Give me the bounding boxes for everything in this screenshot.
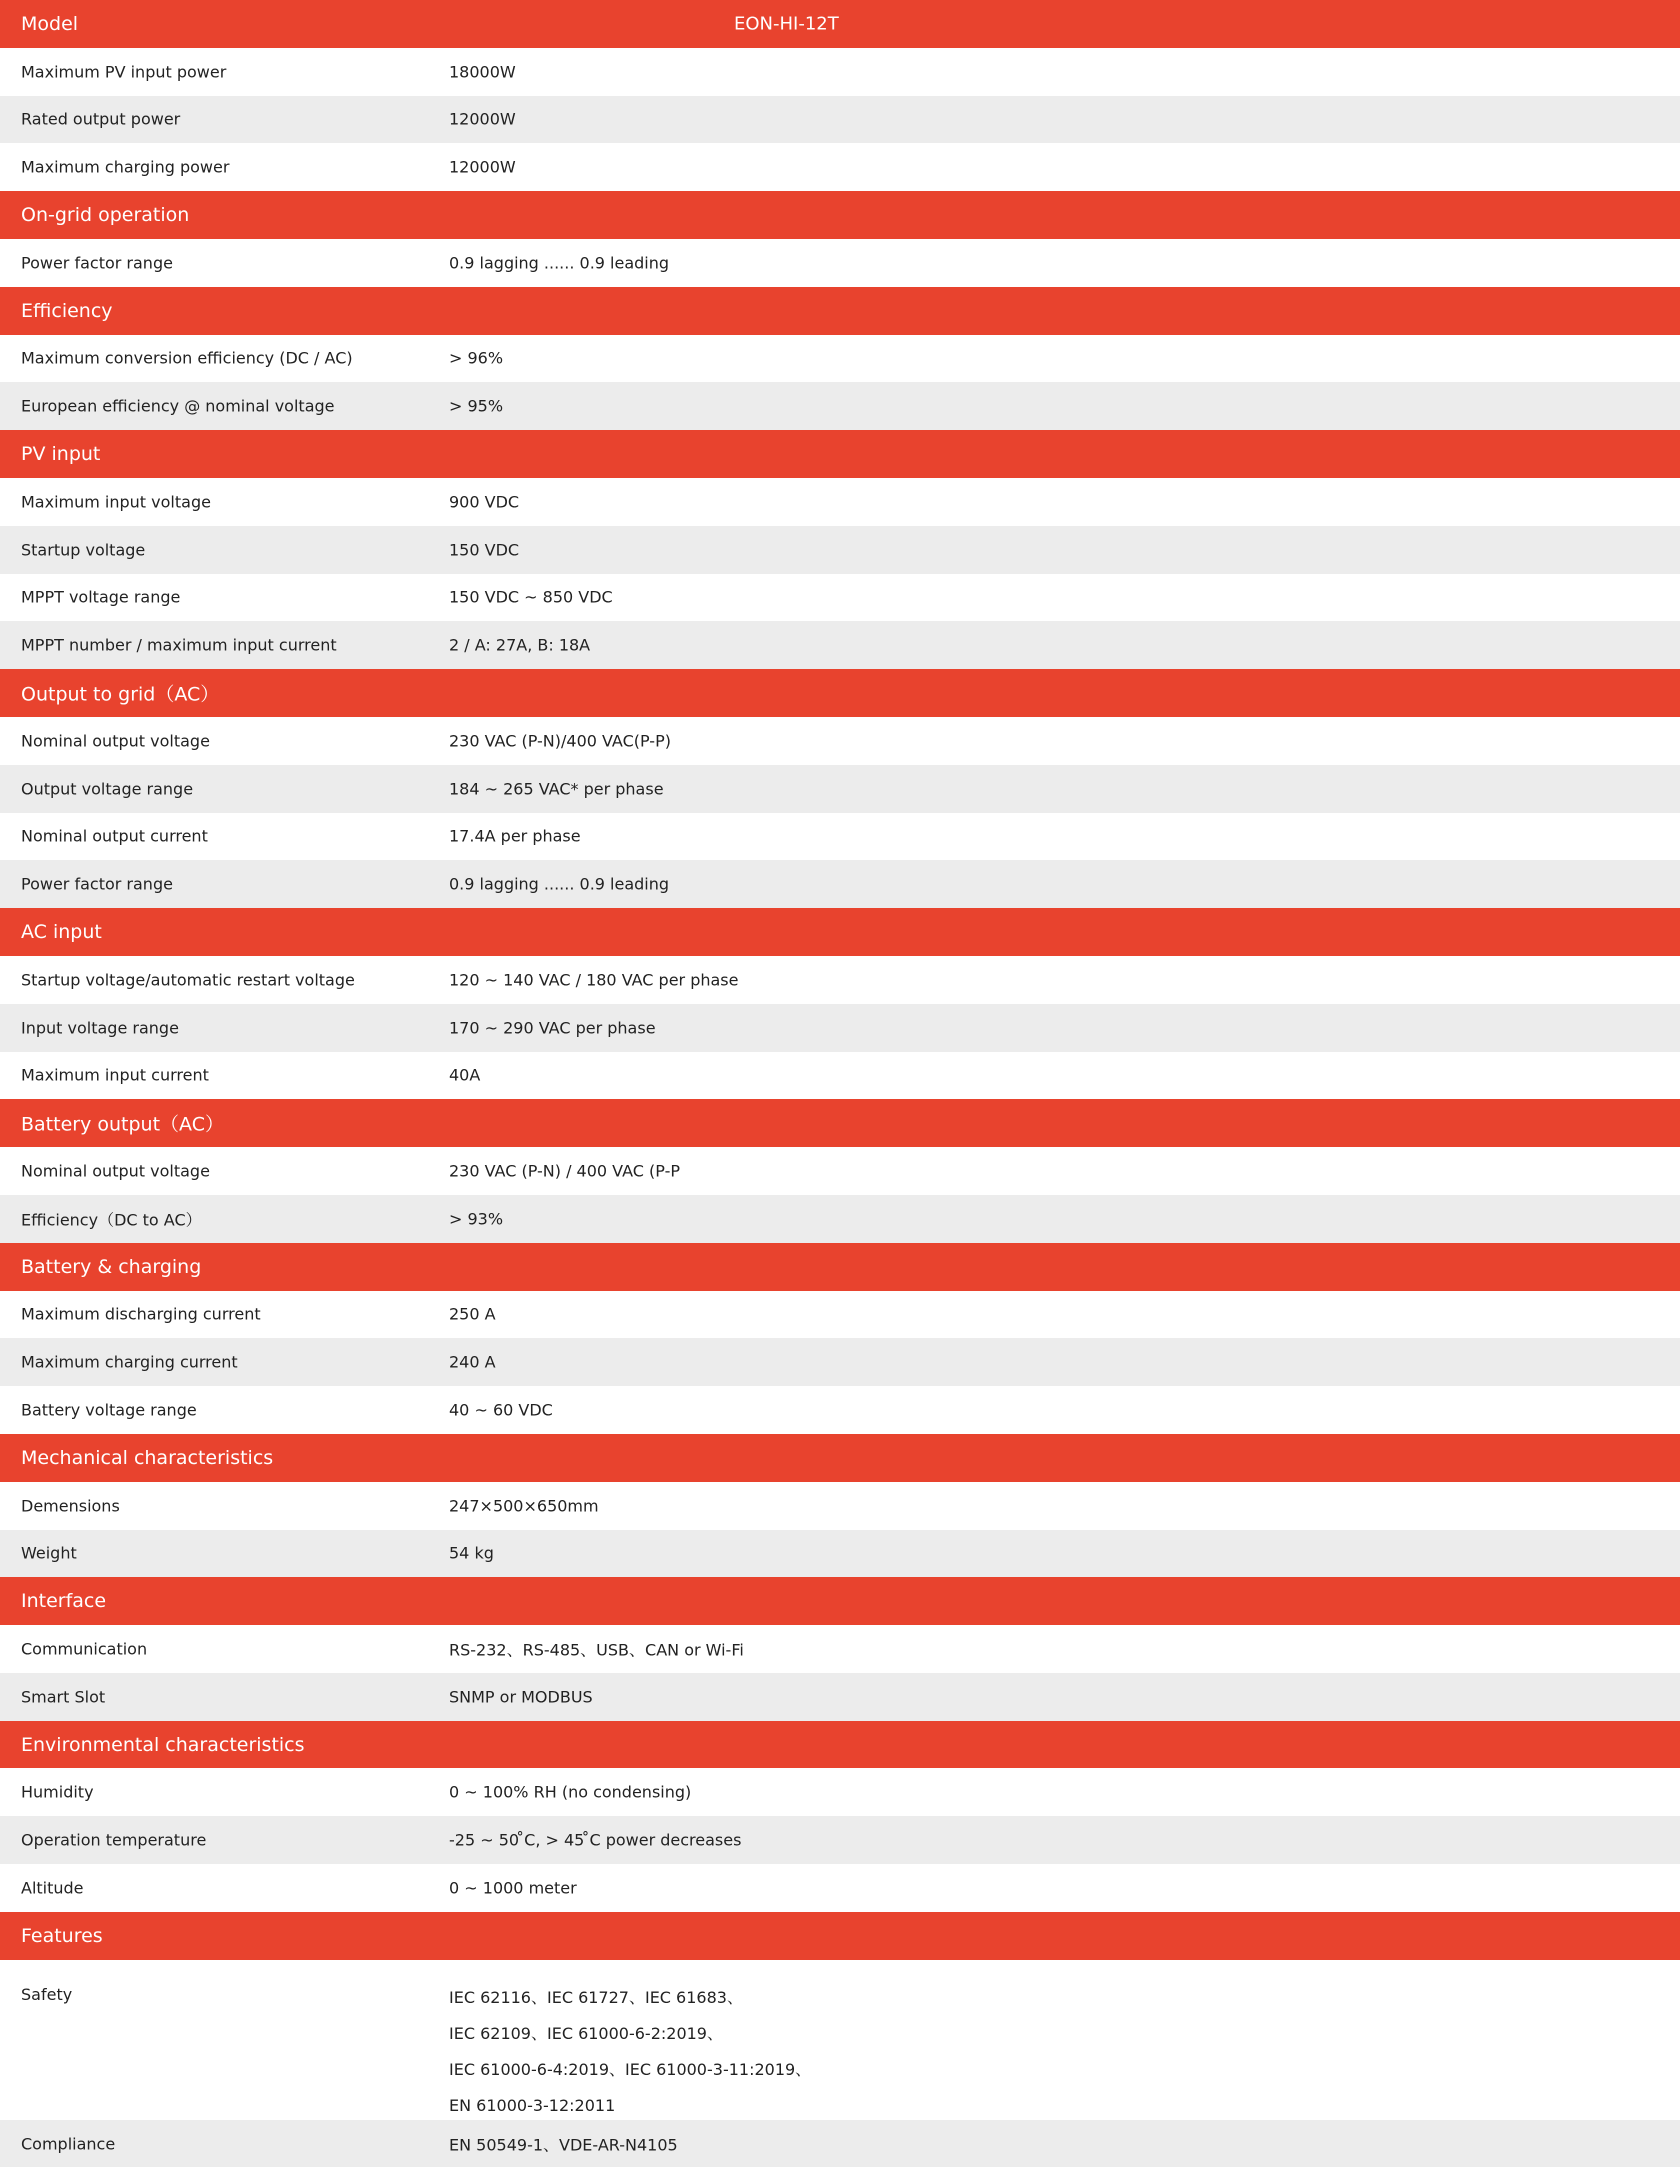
spec-row [0,1482,1680,1530]
spec-label: Power factor range [21,874,173,894]
spec-row [0,621,1680,669]
section-title: Model [21,12,79,35]
section-title: Efficiency [21,299,113,322]
spec-row [0,143,1680,191]
section-title: Features [21,1924,103,1947]
spec-label: Nominal output voltage [21,731,210,751]
spec-label: Demensions [21,1496,120,1516]
spec-value: 120 ~ 140 VAC / 180 VAC per phase [449,970,739,990]
spec-value: -25 ~ 50 ̊C, > 45 ̊C power decreases [449,1830,742,1850]
spec-value: SNMP or MODBUS [449,1687,593,1707]
spec-row [0,1768,1680,1816]
spec-row [0,717,1680,765]
spec-row [0,765,1680,813]
section-title: Output to grid（AC） [21,683,220,706]
spec-value: 18000W [449,62,516,82]
spec-value: 40 ~ 60 VDC [449,1400,553,1420]
spec-row [0,1530,1680,1578]
spec-row [0,382,1680,430]
spec-row [0,2120,1680,2168]
section-header-efficiency [0,287,1680,335]
spec-row [0,956,1680,1004]
section-title: On-grid operation [21,204,190,227]
section-title: Battery & charging [21,1255,202,1278]
spec-value: 0 ~ 1000 meter [449,1878,577,1898]
spec-label: Power factor range [21,253,173,273]
spec-value: 0.9 lagging ...... 0.9 leading [449,253,670,273]
spec-label: Smart Slot [21,1687,106,1707]
spec-label: Maximum discharging current [21,1304,261,1324]
spec-label: Startup voltage [21,540,146,560]
spec-label: MPPT voltage range [21,587,181,607]
spec-row [0,574,1680,622]
spec-row [0,1338,1680,1386]
spec-row [0,1625,1680,1673]
spec-value: 150 VDC [449,540,520,560]
spec-value: 240 A [449,1352,496,1372]
spec-value: 184 ~ 265 VAC* per phase [449,779,664,799]
spec-label: Compliance [21,2134,116,2154]
section-header-mechanical-characteristics [0,1434,1680,1482]
spec-value: > 96% [449,348,504,368]
spec-row [0,526,1680,574]
spec-value [449,1980,811,2120]
spec-label: Maximum charging current [21,1352,238,1372]
spec-row [0,1673,1680,1721]
spec-value: 2 / A: 27A, B: 18A [449,635,591,655]
spec-value-line: IEC 62116、IEC 61727、IEC 61683、 [449,1987,743,2007]
spec-value: 40A [449,1065,481,1085]
spec-label: Maximum PV input power [21,62,227,82]
spec-row [0,96,1680,144]
spec-label: MPPT number / maximum input current [21,635,337,655]
section-header-output-to-grid-ac [0,669,1680,717]
spec-value: 0 ~ 100% RH (no condensing) [449,1782,692,1802]
spec-row [0,1004,1680,1052]
spec-row [0,1195,1680,1243]
spec-value: 230 VAC (P-N) / 400 VAC (P-P [449,1161,680,1181]
section-header-features [0,1912,1680,1960]
spec-label: Startup voltage/automatic restart voltage [21,970,355,990]
spec-label: Efficiency（DC to AC） [21,1210,202,1230]
spec-value-line: IEC 62109、IEC 61000-6-2:2019、 [449,2023,723,2043]
spec-row [0,1864,1680,1912]
spec-value: EN 50549-1、VDE-AR-N4105 [449,2135,678,2155]
spec-row [0,1386,1680,1434]
spec-value: 17.4A per phase [449,826,581,846]
spec-label: Rated output power [21,109,181,129]
spec-label: Humidity [21,1782,94,1802]
spec-label: Maximum conversion efficiency (DC / AC) [21,348,353,368]
spec-label: Battery voltage range [21,1400,197,1420]
spec-label: Operation temperature [21,1830,207,1850]
section-value: EON-HI-12T [734,13,839,35]
section-title: Environmental characteristics [21,1733,305,1756]
spec-value: 170 ~ 290 VAC per phase [449,1018,656,1038]
section-header-ac-input [0,908,1680,956]
spec-value: 250 A [449,1304,496,1324]
spec-label: Safety [21,1984,73,2004]
spec-label: Nominal output voltage [21,1161,210,1181]
spec-row [0,239,1680,287]
spec-value: 12000W [449,157,516,177]
spec-row [0,48,1680,96]
spec-row [0,813,1680,861]
spec-value: 900 VDC [449,492,520,512]
spec-label: Nominal output current [21,826,208,846]
spec-label: Altitude [21,1878,84,1898]
spec-label: European efficiency @ nominal voltage [21,396,335,416]
spec-row [0,1052,1680,1100]
spec-label: Maximum input current [21,1065,209,1085]
section-header-battery-charging [0,1243,1680,1291]
spec-value: > 95% [449,396,504,416]
spec-label: Maximum input voltage [21,492,211,512]
section-header-interface [0,1577,1680,1625]
spec-label: Input voltage range [21,1018,179,1038]
section-header-battery-output-ac [0,1099,1680,1147]
spec-value: RS-232、RS-485、USB、CAN or Wi-Fi [449,1640,744,1660]
section-header-pv-input [0,430,1680,478]
spec-row [0,860,1680,908]
section-title: AC input [21,921,102,944]
spec-value: > 93% [449,1209,504,1229]
section-header-model [0,0,1680,48]
spec-label: Weight [21,1543,77,1563]
spec-value-line: EN 61000-3-12:2011 [449,2095,616,2115]
spec-value: 230 VAC (P-N)/400 VAC(P-P) [449,731,671,751]
spec-value: 54 kg [449,1543,494,1563]
spec-label: Communication [21,1639,148,1659]
spec-row [0,335,1680,383]
spec-value: 0.9 lagging ...... 0.9 leading [449,874,670,894]
spec-value-line: IEC 61000-6-4:2019、IEC 61000-3-11:2019、 [449,2059,812,2079]
section-title: Mechanical characteristics [21,1446,274,1469]
spec-row [0,1960,1680,2120]
spec-value: 150 VDC ~ 850 VDC [449,587,613,607]
spec-row [0,1816,1680,1864]
spec-value: 12000W [449,109,516,129]
spec-value: 247×500×650mm [449,1496,599,1516]
section-header-environmental-characteristics [0,1721,1680,1769]
spec-row [0,478,1680,526]
section-title: PV input [21,443,101,466]
spec-row [0,1147,1680,1195]
spec-label: Maximum charging power [21,157,230,177]
section-title: Interface [21,1590,107,1613]
spec-row [0,1291,1680,1339]
spec-label: Output voltage range [21,779,194,799]
section-header-on-grid-operation [0,191,1680,239]
section-title: Battery output（AC） [21,1113,224,1136]
